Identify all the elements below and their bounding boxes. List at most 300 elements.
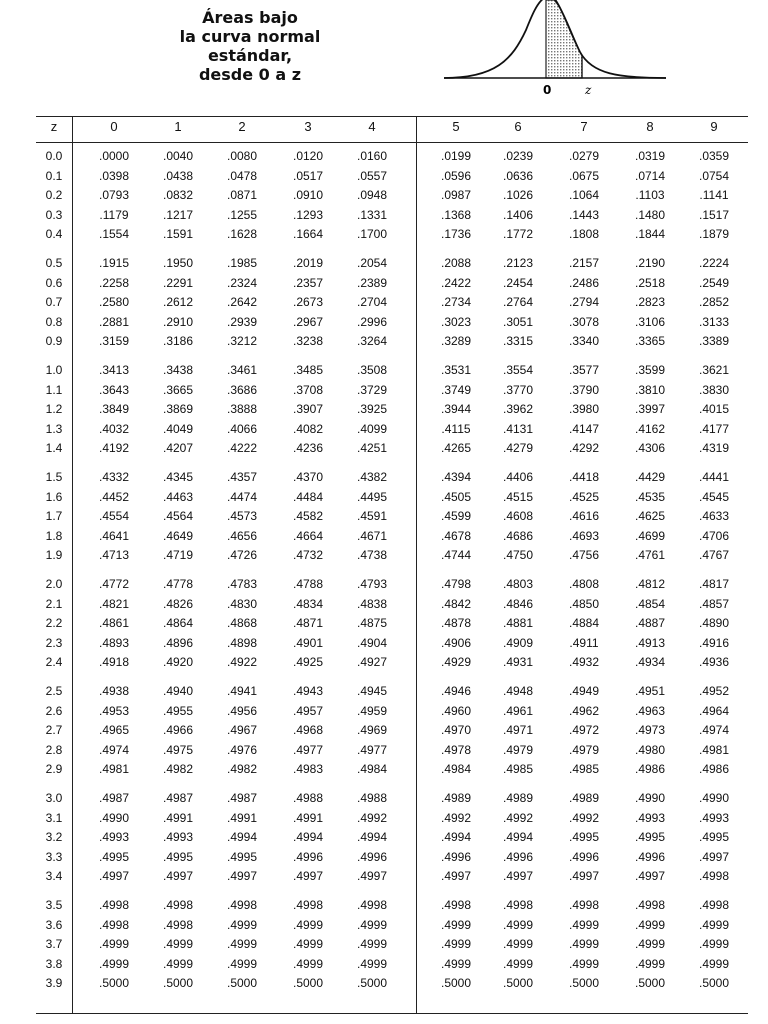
table-cell: .4941 xyxy=(226,684,258,698)
table-cell: .4992 xyxy=(356,810,388,825)
table-cell: .4996 xyxy=(440,849,472,864)
z-value: 3.1 xyxy=(45,810,63,825)
table-cell: .3340 xyxy=(568,334,600,349)
table-cell: .4998 xyxy=(98,917,130,932)
table-cell: .4699 xyxy=(634,528,666,543)
z-value: 1.1 xyxy=(45,382,63,397)
z-column-rule xyxy=(72,116,73,1014)
table-cell: .4996 xyxy=(568,849,600,864)
table-cell: .4803 xyxy=(502,577,534,591)
z-value: 2.2 xyxy=(45,616,63,631)
table-cell: .2054 xyxy=(356,256,388,270)
table-cell: .3708 xyxy=(292,382,324,397)
table-cell: .4934 xyxy=(634,655,666,670)
table-cell: .4357 xyxy=(226,470,258,484)
table-cell: .4995 xyxy=(162,849,194,864)
table-cell: .3461 xyxy=(226,363,258,377)
normal-curve-diagram xyxy=(440,0,670,100)
table-cell: .4732 xyxy=(292,548,324,563)
page-title xyxy=(150,8,350,84)
table-cell: .4956 xyxy=(226,703,258,718)
table-cell: .2580 xyxy=(98,295,130,310)
table-cell: .3621 xyxy=(698,363,730,377)
table-cell: .4875 xyxy=(356,616,388,631)
table-cell: .4850 xyxy=(568,596,600,611)
table-cell: .4429 xyxy=(634,470,666,484)
table-cell: .4778 xyxy=(162,577,194,591)
table-cell: .4582 xyxy=(292,509,324,524)
table-cell: .4545 xyxy=(698,489,730,504)
table-cell: .2486 xyxy=(568,275,600,290)
table-cell: .0040 xyxy=(162,149,194,163)
table-cell: .1736 xyxy=(440,227,472,242)
z-value: 2.4 xyxy=(45,655,63,670)
table-cell: .1141 xyxy=(699,188,729,203)
table-cell: .4996 xyxy=(502,849,534,864)
table-cell: .3749 xyxy=(440,382,472,397)
table-cell: .4599 xyxy=(440,509,472,524)
table-cell: .2764 xyxy=(502,295,534,310)
table-cell: .1103 xyxy=(635,188,665,203)
z-value: 1.0 xyxy=(45,363,63,377)
table-cell: .1368 xyxy=(440,207,472,222)
table-cell: .0636 xyxy=(502,168,534,183)
table-cell: .4878 xyxy=(440,616,472,631)
table-cell: .4997 xyxy=(292,869,324,884)
table-cell: .4884 xyxy=(568,616,600,631)
table-cell: .4970 xyxy=(440,723,472,738)
table-cell: .0948 xyxy=(356,188,388,203)
table-cell: .4997 xyxy=(568,869,600,884)
table-cell: .4649 xyxy=(162,528,194,543)
table-cell: .4990 xyxy=(98,810,130,825)
table-cell: .4992 xyxy=(568,810,600,825)
table-cell: .4495 xyxy=(356,489,388,504)
table-cell: .4726 xyxy=(226,548,258,563)
table-cell: .0160 xyxy=(356,149,388,163)
table-cell: .2291 xyxy=(162,275,194,290)
table-cell: .1628 xyxy=(226,227,258,242)
table-cell: .3186 xyxy=(162,334,194,349)
table-cell: .4997 xyxy=(162,869,194,884)
table-cell: .4887 xyxy=(634,616,666,631)
table-cell: .4943 xyxy=(292,684,324,698)
table-cell: .4997 xyxy=(356,869,388,884)
z-value: 1.3 xyxy=(45,421,63,436)
table-cell: .4554 xyxy=(98,509,130,524)
table-cell: .4265 xyxy=(440,441,472,456)
table-cell: .1064 xyxy=(568,188,600,203)
table-cell: .4986 xyxy=(698,762,730,777)
z-value: 1.4 xyxy=(45,441,63,456)
table-cell: .4999 xyxy=(440,956,472,971)
table-cell: .4998 xyxy=(698,898,730,912)
z-value: 2.1 xyxy=(45,596,63,611)
table-cell: .4319 xyxy=(698,441,730,456)
z-value: 3.0 xyxy=(45,791,63,805)
table-cell: .4999 xyxy=(226,937,258,952)
table-cell: .0793 xyxy=(98,188,130,203)
table-cell: .1985 xyxy=(226,256,258,270)
table-cell: .4988 xyxy=(356,791,388,805)
table-cell: .4846 xyxy=(502,596,534,611)
table-cell: .1915 xyxy=(98,256,130,270)
table-cell: .4963 xyxy=(634,703,666,718)
table-cell: .4798 xyxy=(440,577,472,591)
table-cell: .0675 xyxy=(568,168,600,183)
table-cell: .4974 xyxy=(98,742,130,757)
table-cell: .1808 xyxy=(568,227,600,242)
table-cell: .4973 xyxy=(634,723,666,738)
table-cell: .4788 xyxy=(292,577,324,591)
table-cell: .1879 xyxy=(698,227,730,242)
table-cell: .4986 xyxy=(634,762,666,777)
column-header-2: 2 xyxy=(238,119,246,134)
table-cell: .4177 xyxy=(698,421,730,436)
table-top-rule xyxy=(36,116,748,117)
table-cell: .4222 xyxy=(226,441,258,456)
table-cell: .2704 xyxy=(356,295,388,310)
table-cell: .4957 xyxy=(292,703,324,718)
z-value: 0.5 xyxy=(45,256,63,270)
table-cell: .4999 xyxy=(162,937,194,952)
table-cell: .4981 xyxy=(98,762,130,777)
table-cell: .3599 xyxy=(634,363,666,377)
table-cell: .4976 xyxy=(226,742,258,757)
table-cell: .0199 xyxy=(440,149,472,163)
table-cell: .0478 xyxy=(226,168,258,183)
table-cell: .4975 xyxy=(162,742,194,757)
table-cell: .4953 xyxy=(98,703,130,718)
table-cell: .3643 xyxy=(98,382,130,397)
z-value: 1.7 xyxy=(45,509,63,524)
table-cell: .2258 xyxy=(98,275,130,290)
table-cell: .4999 xyxy=(634,937,666,952)
table-cell: .4999 xyxy=(568,917,600,932)
table-cell: .4750 xyxy=(502,548,534,563)
table-cell: .3238 xyxy=(292,334,324,349)
table-cell: .3051 xyxy=(502,314,534,329)
table-cell: .4972 xyxy=(568,723,600,738)
table-cell: .4945 xyxy=(356,684,388,698)
table-cell: .2357 xyxy=(292,275,324,290)
table-cell: .4991 xyxy=(162,810,194,825)
table-cell: .4960 xyxy=(440,703,472,718)
table-cell: .4625 xyxy=(634,509,666,524)
table-cell: .4515 xyxy=(502,489,534,504)
table-cell: .4987 xyxy=(98,791,130,805)
table-cell: .4987 xyxy=(226,791,258,805)
table-cell: .4979 xyxy=(502,742,534,757)
table-cell: .4982 xyxy=(226,762,258,777)
table-cell: .0120 xyxy=(292,149,324,163)
column-header-7: 7 xyxy=(580,119,588,134)
z-value: 1.2 xyxy=(45,402,63,417)
column-header-8: 8 xyxy=(646,119,654,134)
table-cell: .3962 xyxy=(502,402,534,417)
table-cell: .4961 xyxy=(502,703,534,718)
table-cell: .5000 xyxy=(356,976,388,991)
table-cell: .4641 xyxy=(98,528,130,543)
table-cell: .4996 xyxy=(292,849,324,864)
z-value: 1.5 xyxy=(45,470,63,484)
table-cell: .4985 xyxy=(568,762,600,777)
table-cell: .4808 xyxy=(568,577,600,591)
table-cell: .4525 xyxy=(568,489,600,504)
table-cell: .4115 xyxy=(441,421,471,436)
table-cell: .4997 xyxy=(98,869,130,884)
table-cell: .4049 xyxy=(162,421,194,436)
table-cell: .4162 xyxy=(634,421,666,436)
table-cell: .2852 xyxy=(698,295,730,310)
table-cell: .4999 xyxy=(698,917,730,932)
table-cell: .4864 xyxy=(162,616,194,631)
table-cell: .4936 xyxy=(698,655,730,670)
table-cell: .4991 xyxy=(226,810,258,825)
table-cell: .0832 xyxy=(162,188,194,203)
table-cell: .4082 xyxy=(292,421,324,436)
table-cell: .4345 xyxy=(162,470,194,484)
table-cell: .4998 xyxy=(226,898,258,912)
z-value: 3.8 xyxy=(45,956,63,971)
table-cell: .4999 xyxy=(568,937,600,952)
table-cell: .4999 xyxy=(292,956,324,971)
table-cell: .4931 xyxy=(502,655,534,670)
table-cell: .4996 xyxy=(356,849,388,864)
table-cell: .4896 xyxy=(162,635,194,650)
table-cell: .3485 xyxy=(292,363,324,377)
table-cell: .4949 xyxy=(568,684,600,698)
table-cell: .1772 xyxy=(502,227,534,242)
table-cell: .4857 xyxy=(698,596,730,611)
table-cell: .4969 xyxy=(356,723,388,738)
table-cell: .4292 xyxy=(568,441,600,456)
z-label: z xyxy=(585,83,592,97)
table-cell: .4678 xyxy=(440,528,472,543)
table-cell: .3869 xyxy=(162,402,194,417)
table-cell: .3665 xyxy=(162,382,194,397)
table-cell: .4911 xyxy=(569,635,599,650)
table-cell: .3212 xyxy=(226,334,258,349)
table-cell: .4984 xyxy=(440,762,472,777)
table-cell: .3413 xyxy=(98,363,130,377)
table-cell: .4236 xyxy=(292,441,324,456)
table-cell: .4306 xyxy=(634,441,666,456)
table-cell: .4994 xyxy=(356,830,388,845)
table-cell: .3133 xyxy=(698,314,730,329)
table-cell: .4987 xyxy=(162,791,194,805)
z-value: 0.0 xyxy=(45,149,63,163)
z-value: 2.6 xyxy=(45,703,63,718)
table-cell: .4988 xyxy=(292,791,324,805)
table-cell: .0239 xyxy=(502,149,534,163)
table-cell: .4452 xyxy=(98,489,130,504)
table-cell: .4535 xyxy=(634,489,666,504)
table-cell: .1293 xyxy=(292,207,324,222)
table-cell: .4977 xyxy=(292,742,324,757)
table-cell: .4994 xyxy=(502,830,534,845)
table-cell: .3997 xyxy=(634,402,666,417)
table-cell: .1217 xyxy=(162,207,194,222)
z-value: 0.2 xyxy=(45,188,63,203)
table-cell: .2967 xyxy=(292,314,324,329)
table-cell: .4974 xyxy=(698,723,730,738)
table-cell: .4719 xyxy=(162,548,194,563)
table-cell: .2881 xyxy=(98,314,130,329)
table-cell: .3315 xyxy=(502,334,534,349)
table-cell: .1331 xyxy=(356,207,388,222)
table-cell: .4394 xyxy=(440,470,472,484)
table-cell: .4967 xyxy=(226,723,258,738)
table-cell: .4817 xyxy=(698,577,730,591)
table-cell: .3023 xyxy=(440,314,472,329)
table-cell: .4982 xyxy=(162,762,194,777)
table-cell: .4713 xyxy=(98,548,130,563)
table-cell: .4998 xyxy=(698,869,730,884)
z-value: 1.9 xyxy=(45,548,63,563)
column-header-1: 1 xyxy=(174,119,182,134)
table-cell: .1026 xyxy=(502,188,534,203)
shaded-area xyxy=(546,0,582,78)
table-cell: .0557 xyxy=(356,168,388,183)
table-cell: .4564 xyxy=(162,509,194,524)
table-cell: .3554 xyxy=(502,363,534,377)
table-cell: .4968 xyxy=(292,723,324,738)
table-cell: .4993 xyxy=(698,810,730,825)
z-value: 0.4 xyxy=(45,227,63,242)
table-cell: .4693 xyxy=(568,528,600,543)
table-cell: .2224 xyxy=(698,256,730,270)
table-cell: .4474 xyxy=(226,489,258,504)
table-cell: .4370 xyxy=(292,470,324,484)
table-cell: .3888 xyxy=(226,402,258,417)
z-value: 0.6 xyxy=(45,275,63,290)
table-cell: .4995 xyxy=(568,830,600,845)
table-cell: .2823 xyxy=(634,295,666,310)
z-value: 0.1 xyxy=(45,168,63,183)
table-cell: .1700 xyxy=(356,227,388,242)
table-cell: .2910 xyxy=(162,314,194,329)
table-cell: .4573 xyxy=(226,509,258,524)
table-cell: .4881 xyxy=(502,616,534,631)
table-cell: .2019 xyxy=(292,256,324,270)
table-cell: .4964 xyxy=(698,703,730,718)
table-cell: .4981 xyxy=(698,742,730,757)
table-cell: .3289 xyxy=(440,334,472,349)
table-cell: .1517 xyxy=(698,207,730,222)
table-cell: .0754 xyxy=(698,168,730,183)
table-cell: .4998 xyxy=(292,898,324,912)
table-cell: .3106 xyxy=(634,314,666,329)
title-line-2: la curva normal xyxy=(179,27,321,46)
table-cell: .4826 xyxy=(162,596,194,611)
table-cell: .4861 xyxy=(98,616,130,631)
table-cell: .4812 xyxy=(634,577,666,591)
table-cell: .2549 xyxy=(698,275,730,290)
table-cell: .4999 xyxy=(356,937,388,952)
table-cell: .4838 xyxy=(356,596,388,611)
z-value: 2.8 xyxy=(45,742,63,757)
z-value: 3.9 xyxy=(45,976,63,991)
table-cell: .4916 xyxy=(698,635,730,650)
z-value: 1.6 xyxy=(45,489,63,504)
table-cell: .1406 xyxy=(502,207,534,222)
table-cell: .4898 xyxy=(226,635,258,650)
table-cell: .4948 xyxy=(502,684,534,698)
table-cell: .3790 xyxy=(568,382,600,397)
table-cell: .4999 xyxy=(568,956,600,971)
table-cell: .4952 xyxy=(698,684,730,698)
table-cell: .4989 xyxy=(440,791,472,805)
table-cell: .4893 xyxy=(98,635,130,650)
table-cell: .4913 xyxy=(634,635,666,650)
table-cell: .4971 xyxy=(502,723,534,738)
table-cell: .4927 xyxy=(356,655,388,670)
z-value: 0.9 xyxy=(45,334,63,349)
z-value: 3.6 xyxy=(45,917,63,932)
table-cell: .0910 xyxy=(292,188,324,203)
column-header-9: 9 xyxy=(710,119,718,134)
table-cell: .2389 xyxy=(356,275,388,290)
table-cell: .4890 xyxy=(698,616,730,631)
table-cell: .4999 xyxy=(98,937,130,952)
title-line-1: Áreas bajo xyxy=(202,8,298,27)
table-cell: .4995 xyxy=(226,849,258,864)
table-cell: .4977 xyxy=(356,742,388,757)
table-cell: .5000 xyxy=(634,976,666,991)
table-cell: .4999 xyxy=(502,917,534,932)
column-header-6: 6 xyxy=(514,119,522,134)
z-value: 0.7 xyxy=(45,295,63,310)
table-cell: .4901 xyxy=(292,635,324,650)
table-cell: .3729 xyxy=(356,382,388,397)
table-cell: .0517 xyxy=(292,168,324,183)
table-cell: .4946 xyxy=(440,684,472,698)
z-value: 0.8 xyxy=(45,314,63,329)
table-cell: .4984 xyxy=(356,762,388,777)
title-line-4: desde 0 a z xyxy=(198,65,302,84)
table-cell: .4830 xyxy=(226,596,258,611)
table-cell: .2673 xyxy=(292,295,324,310)
z-value: 2.7 xyxy=(45,723,63,738)
table-cell: .4951 xyxy=(634,684,666,698)
table-cell: .4997 xyxy=(502,869,534,884)
table-cell: .4999 xyxy=(440,937,472,952)
table-cell: .4994 xyxy=(440,830,472,845)
table-cell: .4918 xyxy=(98,655,130,670)
z-value: 3.7 xyxy=(45,937,63,952)
table-cell: .4744 xyxy=(440,548,472,563)
table-cell: .4999 xyxy=(634,956,666,971)
table-cell: .5000 xyxy=(292,976,324,991)
table-cell: .4989 xyxy=(568,791,600,805)
table-cell: .4965 xyxy=(98,723,130,738)
table-cell: .4505 xyxy=(440,489,472,504)
table-cell: .3159 xyxy=(98,334,130,349)
table-cell: .4032 xyxy=(98,421,130,436)
column-header-5: 5 xyxy=(452,119,460,134)
table-cell: .0596 xyxy=(440,168,472,183)
z-value: 3.5 xyxy=(45,898,63,912)
table-cell: .0987 xyxy=(440,188,472,203)
table-cell: .4991 xyxy=(292,810,324,825)
table-cell: .4616 xyxy=(568,509,600,524)
z-value: 3.2 xyxy=(45,830,63,845)
table-cell: .4999 xyxy=(226,956,258,971)
table-cell: .3365 xyxy=(634,334,666,349)
table-cell: .3770 xyxy=(502,382,534,397)
table-cell: .4980 xyxy=(634,742,666,757)
